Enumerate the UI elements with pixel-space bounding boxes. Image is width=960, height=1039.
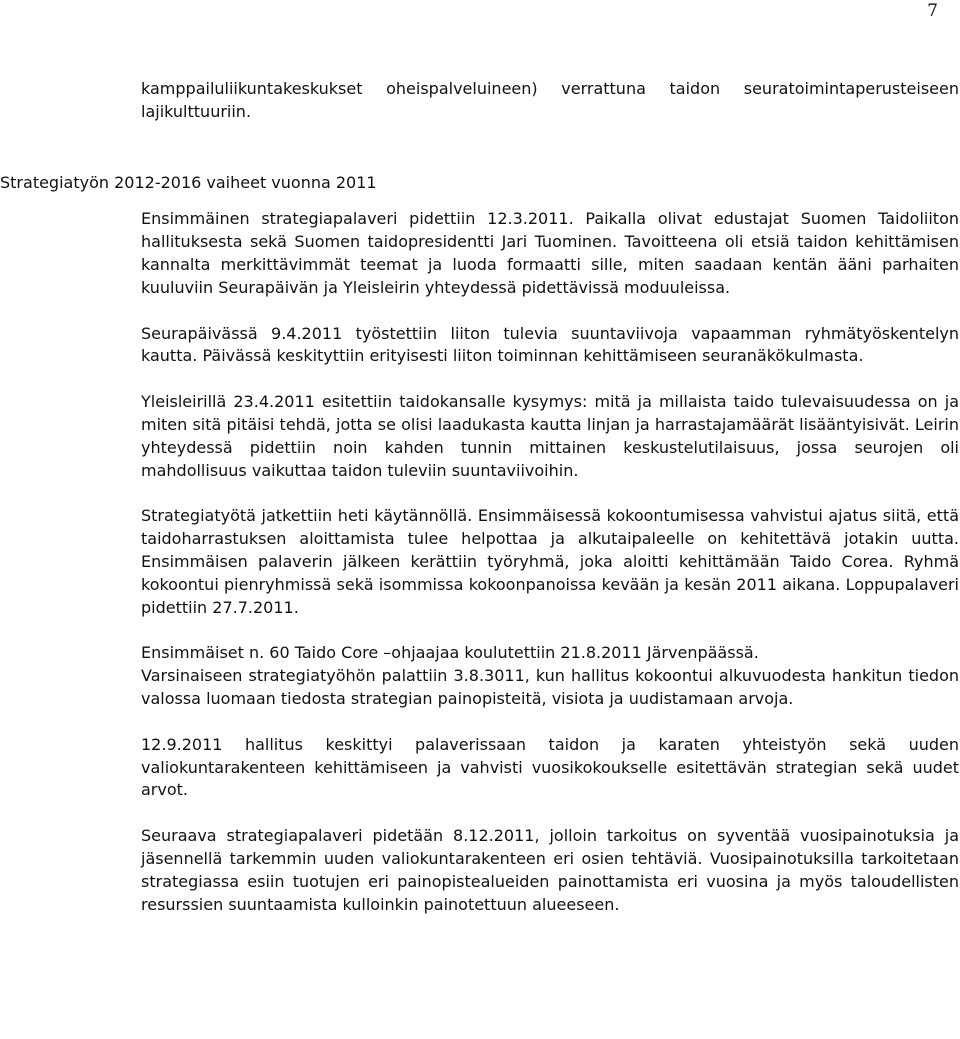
paragraph-intro: kamppailuliikuntakeskukset oheispalveluineen) verrattuna taidon seuratoimintaperusteiseen lajikulttuuriin. [141, 79, 959, 121]
paragraph-first-instructors: Ensimmäiset n. 60 Taido Core –ohjaajaa koulutettiin 21.8.2011 Järvenpäässä. [141, 643, 759, 663]
paragraph-strategy-continued: Strategiatyötä jatkettiin heti käytännöllä. Ensimmäisessä kokoontumisessa vahvistui ajatus siitä, että taidoharrastuksen aloittamista tulee helpottaa ja alkutaipaleelle on kehitettävä jotakin uutta. Ensimmäisen palaverin jälkeen kerättiin työryhmä, joka aloitti kehittämään Taido Corea. Ryhmä kokoontui pienryhmissä sekä isommissa kokoonpanoissa kevään ja kesän 2011 aikana. Loppupalaveri pidettiin 27.7.2011. [141, 506, 959, 617]
paragraph-first-meeting: Ensimmäinen strategiapalaveri pidettiin 12.3.2011. Paikalla olivat edustajat Suomen Taidoliiton hallituksesta sekä Suomen taidopresidentti Jari Tuominen. Tavoitteena oli etsiä taidon kehittämisen kannalta merkittävimmät teemat ja luoda formaatti sille, miten saadaan kentän ääni parhaiten kuuluviin Seurapäivän ja Yleisleirin yhteydessä pidettävissä moduuleissa. [141, 209, 959, 297]
paragraph-next-meeting: Seuraava strategiapalaveri pidetään 8.12.2011, jolloin tarkoitus on syventää vuosipainotuksia ja jäsennellä tarkemmin uuden valiokuntarakenteen eri osien tehtäviä. Vuosipainotuksilla tarkoitetaan strategiassa esiin tuotujen eri painopistealueiden painottamista eri vuosina ja myös taloudellisten resurssien suuntaamista kulloinkin painotettuun alueeseen. [141, 826, 959, 914]
section-heading: Strategiatyön 2012-2016 vaiheet vuonna 2011 [0, 172, 377, 192]
document-body [0, 78, 959, 916]
paragraph-club-day: Seurapäivässä 9.4.2011 työstettiin liiton tulevia suuntaviivoja vapaamman ryhmätyöskentelyn kautta. Päivässä keskityttiin erityisesti liiton toiminnan kehittämiseen seuranäkökulmasta. [141, 323, 959, 366]
page-number: 7 [927, 1, 938, 21]
paragraph-general-camp: Yleisleirillä 23.4.2011 esitettiin taidokansalle kysymys: mitä ja millaista taido tulevaisuudessa on ja miten sitä pitäisi tehdä, jotta se olisi laadukasta kautta linjan ja harrastajamäärät lisääntyisivät. Leirin yhteydessä pidettiin noin kahden tunnin mittainen keskustelutilaisuus, jossa seurojen oli mahdollisuus vaikuttaa taidon tuleviin suuntaviivoihin. [141, 392, 959, 480]
paragraph-board-meeting: Varsinaiseen strategiatyöhön palattiin 3.8.3011, kun hallitus kokoontui alkuvuodesta hankitun tiedon valossa luomaan tiedosta strategian painopisteitä, visiota ja uudistamaan arvoja. [141, 666, 959, 708]
paragraph-september-meeting: 12.9.2011 hallitus keskittyi palaverissaan taidon ja karaten yhteistyön sekä uuden valiokuntarakenteen kehittämiseen ja vahvisti vuosikokoukselle esitettävän strategian sekä uudet arvot. [141, 734, 959, 800]
